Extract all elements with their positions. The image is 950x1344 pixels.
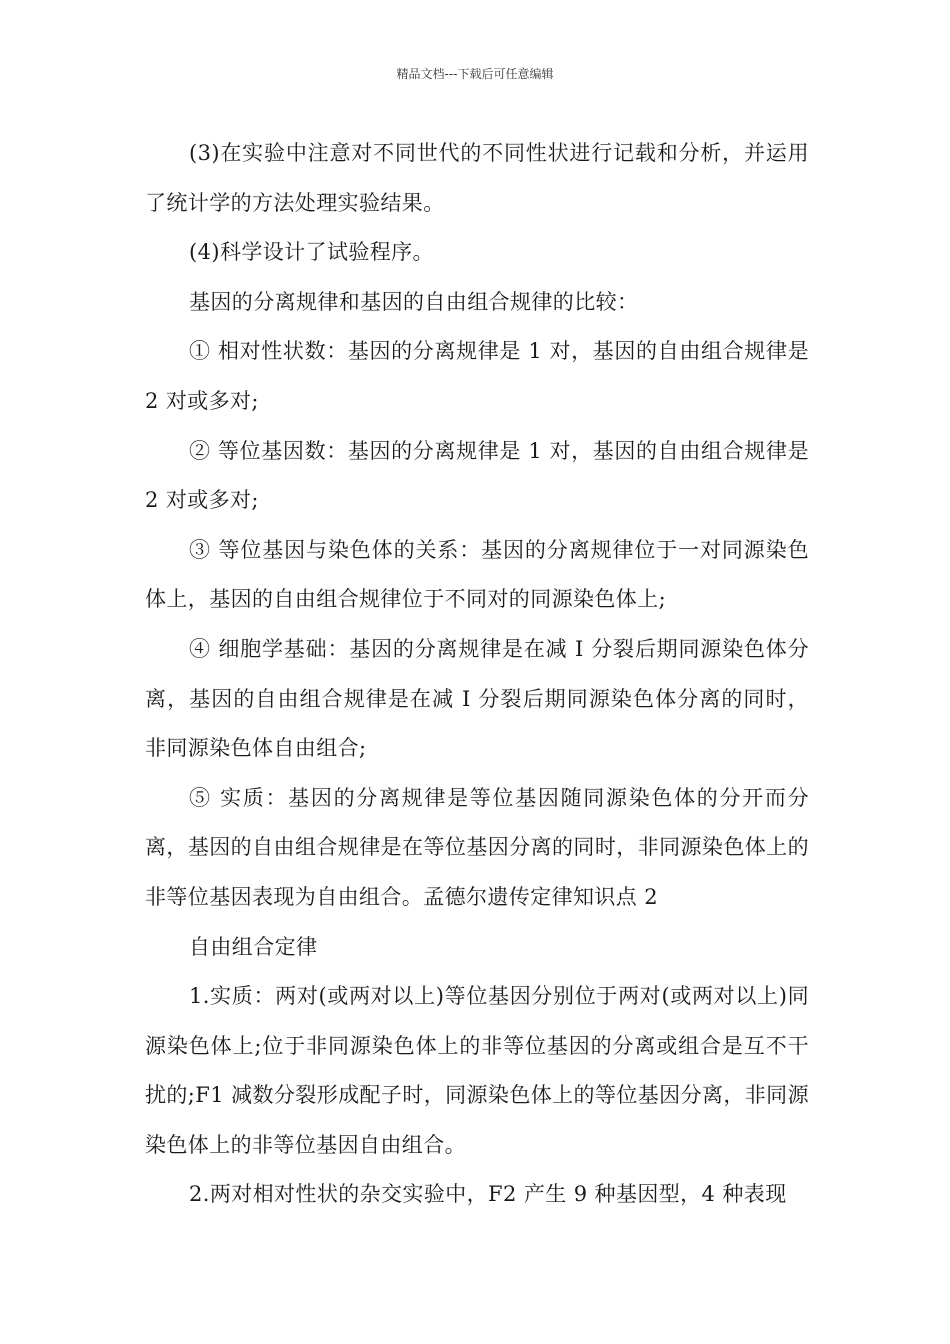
- paragraph-cytological-basis: ④ 细胞学基础：基因的分离规律是在减 I 分裂后期同源染色体分离，基因的自由组合规律是在减 I 分裂后期同源染色体分离的同时，非同源染色体自由组合;: [145, 636, 809, 761]
- paragraph-comparison-heading: 基因的分离规律和基因的自由组合规律的比较：: [189, 289, 639, 314]
- paragraph-allele-count: ② 等位基因数：基因的分离规律是 1 对，基因的自由组合规律是 2 对或多对;: [145, 438, 809, 513]
- paragraph-chromosome-relation: ③ 等位基因与染色体的关系：基因的分离规律位于一对同源染色体上，基因的自由组合规律位于不同对的同源染色体上;: [145, 537, 809, 612]
- section-heading-independent-assortment: 自由组合定律: [189, 934, 318, 959]
- document-body: [145, 129, 809, 1220]
- paragraph-trait-count: ① 相对性状数：基因的分离规律是 1 对，基因的自由组合规律是 2 对或多对;: [145, 339, 809, 413]
- paragraph-independent-assortment-essence: 1.实质：两对(或两对以上)等位基因分别位于两对(或两对以上)同源染色体上;位于非同源染色体上的非等位基因的分离或组合是互不干扰的;F1 减数分裂形成配子时，同源染色体上的等位基因分离，非同源染色体上的非等位基因自由组合。: [145, 984, 809, 1157]
- paragraph-experiment-design: (4)科学设计了试验程序。: [189, 240, 434, 265]
- paragraph-essence: ⑤ 实质：基因的分离规律是等位基因随同源染色体的分开而分离，基因的自由组合规律是在等位基因分离的同时，非同源染色体上的非等位基因表现为自由组合。孟德尔遗传定律知识点 2: [145, 785, 809, 909]
- page-header: 精品文档---下载后可任意编辑: [396, 67, 554, 81]
- paragraph-dihybrid-cross: 2.两对相对性状的杂交实验中，F2 产生 9 种基因型，4 种表现: [189, 1182, 787, 1207]
- paragraph-experiment-records: (3)在实验中注意对不同世代的不同性状进行记载和分析，并运用了统计学的方法处理实验结果。: [145, 141, 809, 215]
